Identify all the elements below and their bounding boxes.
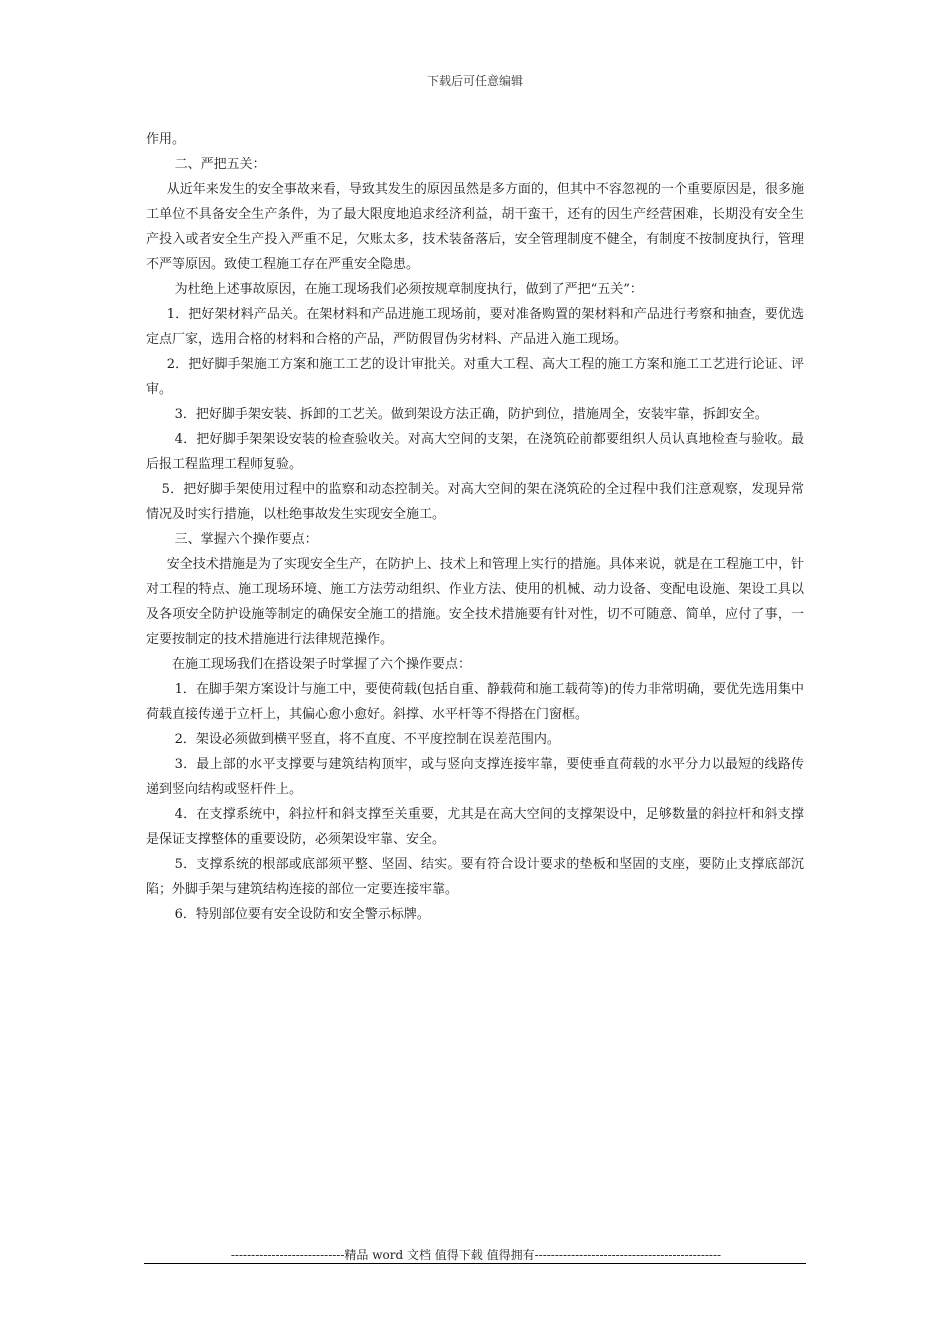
- page-footer: ----------------------------精品 word 文档 值得下载 值得拥有----------------------------------------------: [230, 1248, 722, 1262]
- paragraph: 从近年来发生的安全事故来看，导致其发生的原因虽然是多方面的，但其中不容忽视的一个重要原因是，很多施工单位不具备安全生产条件，为了最大限度地追求经济利益，胡干蛮干，还有的因生产经营困难，长期没有安全生产投入或者安全生产投入严重不足，欠账太多，技术装备落后，安全管理制度不健全，有制度不按制度执行，管理不严等原因。致使工程施工存在严重安全隐患。: [146, 182, 804, 272]
- paragraph: 在施工现场我们在搭设架子时掌握了六个操作要点：: [172, 657, 472, 672]
- footer-divider: [144, 1263, 806, 1264]
- section-heading: 三、掌握六个操作要点：: [174, 532, 318, 547]
- page-header: 下载后可任意编辑: [426, 74, 523, 88]
- list-item: 2．把好脚手架施工方案和施工工艺的设计审批关。对重大工程、高大工程的施工方案和施工工艺进行论证、评审。: [146, 357, 804, 397]
- section-heading: 二、严把五关：: [174, 157, 266, 172]
- list-item: 1．在脚手架方案设计与施工中，要使荷载(包括自重、静载荷和施工载荷等)的传力非常明确，要优先选用集中荷载直接传递于立杆上，其偏心愈小愈好。斜撑、水平杆等不得搭在门窗框。: [146, 682, 805, 722]
- list-item: 2．架设必须做到横平竖直，将不直度、不平度控制在误差范围内。: [174, 732, 560, 747]
- list-item: 5．把好脚手架使用过程中的监察和动态控制关。对高大空间的架在浇筑砼的全过程中我们注意观察，发现异常情况及时实行措施，以杜绝事故发生实现安全施工。: [146, 482, 804, 522]
- list-item: 3．最上部的水平支撑要与建筑结构顶牢，或与竖向支撑连接牢靠，要使垂直荷载的水平分力以最短的线路传递到竖向结构或竖杆件上。: [146, 757, 804, 797]
- list-item: 6．特别部位要有安全设防和安全警示标牌。: [174, 907, 430, 922]
- document-body: [146, 127, 804, 927]
- paragraph: 为杜绝上述事故原因，在施工现场我们必须按规章制度执行，做到了严把“五关”：: [174, 282, 643, 297]
- list-item: 5．支撑系统的根部或底部须平整、坚固、结实。要有符合设计要求的垫板和坚固的支座，要防止支撑底部沉陷；外脚手架与建筑结构连接的部位一定要连接牢靠。: [146, 857, 804, 897]
- list-item: 1．把好架材料产品关。在架材料和产品进施工现场前，要对准备购置的架材料和产品进行考察和抽查，要优选定点厂家，选用合格的材料和合格的产品，严防假冒伪劣材料、产品进入施工现场。: [146, 307, 804, 347]
- list-item: 4．把好脚手架架设安装的检查验收关。对高大空间的支架，在浇筑砼前都要组织人员认真地检查与验收。最后报工程监理工程师复验。: [146, 432, 804, 472]
- paragraph: 作用。: [146, 132, 186, 147]
- list-item: 3．把好脚手架安装、拆卸的工艺关。做到架设方法正确，防护到位，措施周全，安装牢靠，拆卸安全。: [174, 407, 768, 422]
- list-item: 4．在支撑系统中，斜拉杆和斜支撑至关重要，尤其是在高大空间的支撑架设中，足够数量的斜拉杆和斜支撑是保证支撑整体的重要设防，必须架设牢靠、安全。: [146, 807, 804, 847]
- paragraph: 安全技术措施是为了实现安全生产，在防护上、技术上和管理上实行的措施。具体来说，就是在工程施工中，针对工程的特点、施工现场环境、施工方法劳动组织、作业方法、使用的机械、动力设备、变配电设施、架设工具以及各项安全防护设施等制定的确保安全施工的措施。安全技术措施要有针对性，切不可随意、简单，应付了事，一定要按制定的技术措施进行法律规范操作。: [146, 557, 804, 647]
